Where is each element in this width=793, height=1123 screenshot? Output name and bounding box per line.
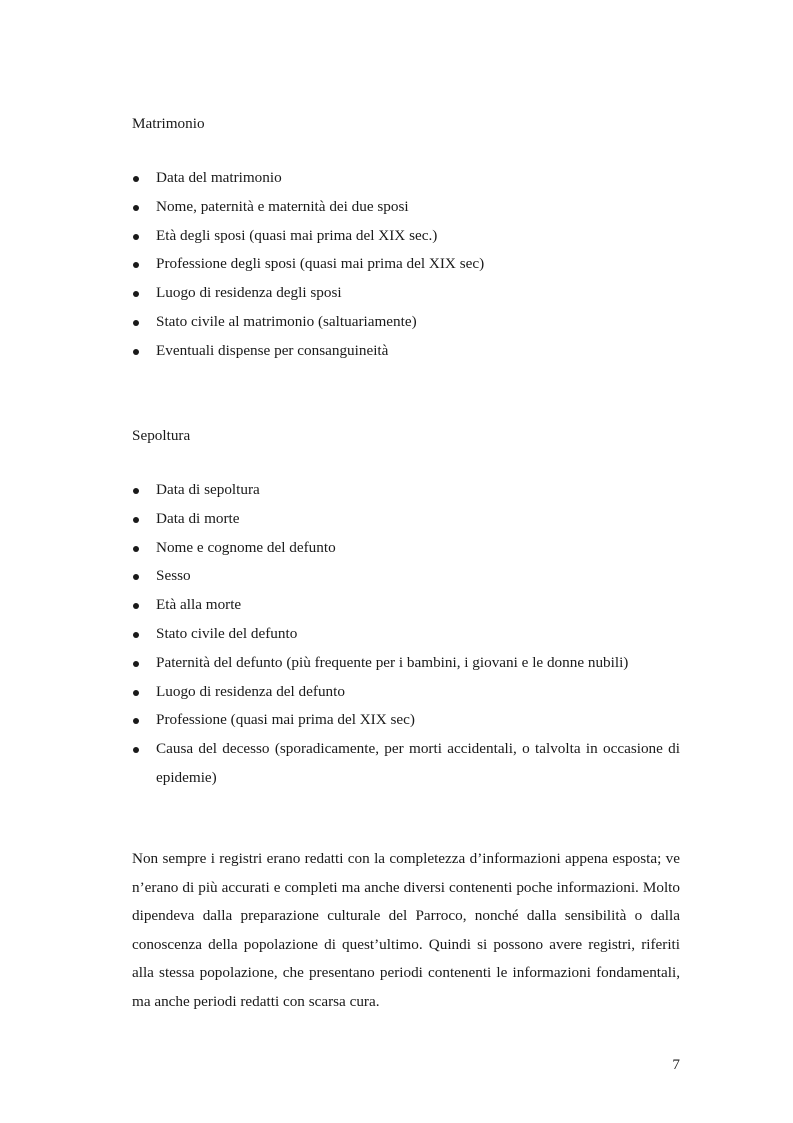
list-item: Data di morte (132, 505, 680, 534)
bullet-icon (133, 603, 139, 609)
sepoltura-list (132, 476, 680, 793)
bullet-icon (133, 690, 139, 696)
bullet-icon (133, 747, 139, 753)
section-heading-matrimonio: Matrimonio (132, 115, 205, 132)
bullet-icon (133, 320, 139, 326)
matrimonio-list (132, 164, 680, 366)
list-item: Stato civile del defunto (132, 620, 680, 649)
list-item: Data del matrimonio (132, 164, 680, 193)
list-item: Data di sepoltura (132, 476, 680, 505)
list-item: Età alla morte (132, 591, 680, 620)
list-item: Età degli sposi (quasi mai prima del XIX sec.) (132, 222, 680, 251)
list-item: Causa del decesso (sporadicamente, per morti accidentali, o talvolta in occasione di epidemie) (132, 735, 680, 793)
bullet-icon (133, 632, 139, 638)
bullet-icon (133, 574, 139, 580)
bullet-icon (133, 517, 139, 523)
bullet-icon (133, 488, 139, 494)
bullet-icon (133, 661, 139, 667)
bullet-icon (133, 176, 139, 182)
section-heading-sepoltura: Sepoltura (132, 427, 191, 444)
list-item: Professione degli sposi (quasi mai prima del XIX sec) (132, 250, 680, 279)
bullet-icon (133, 291, 139, 297)
list-item: Professione (quasi mai prima del XIX sec) (132, 706, 680, 735)
list-item: Luogo di residenza degli sposi (132, 279, 680, 308)
page-number: 7 (672, 1056, 680, 1073)
bullet-icon (133, 718, 139, 724)
list-item: Paternità del defunto (più frequente per i bambini, i giovani e le donne nubili) (132, 649, 680, 678)
bullet-icon (133, 349, 139, 355)
bullet-icon (133, 262, 139, 268)
bullet-icon (133, 205, 139, 211)
bullet-icon (133, 234, 139, 240)
list-item: Luogo di residenza del defunto (132, 678, 680, 707)
list-item: Nome, paternità e maternità dei due sposi (132, 193, 680, 222)
body-paragraph: Non sempre i registri erano redatti con la completezza d’informazioni appena esposta; ve n’erano di più accurati e completi ma anche diversi contenenti poche informazioni. Molto dipendeva dalla preparazione culturale del Parroco, nonché dalla sensibilità o dalla conoscenza della popolazione di quest’ultimo. Quindi si possono avere registri, riferiti alla stessa popolazione, che presentano periodi contenenti le informazioni fondamentali, ma anche periodi redatti con scarsa cura. (132, 850, 680, 1010)
bullet-icon (133, 546, 139, 552)
list-item: Eventuali dispense per consanguineità (132, 337, 680, 366)
list-item: Sesso (132, 562, 680, 591)
list-item: Nome e cognome del defunto (132, 534, 680, 563)
list-item: Stato civile al matrimonio (saltuariamente) (132, 308, 680, 337)
